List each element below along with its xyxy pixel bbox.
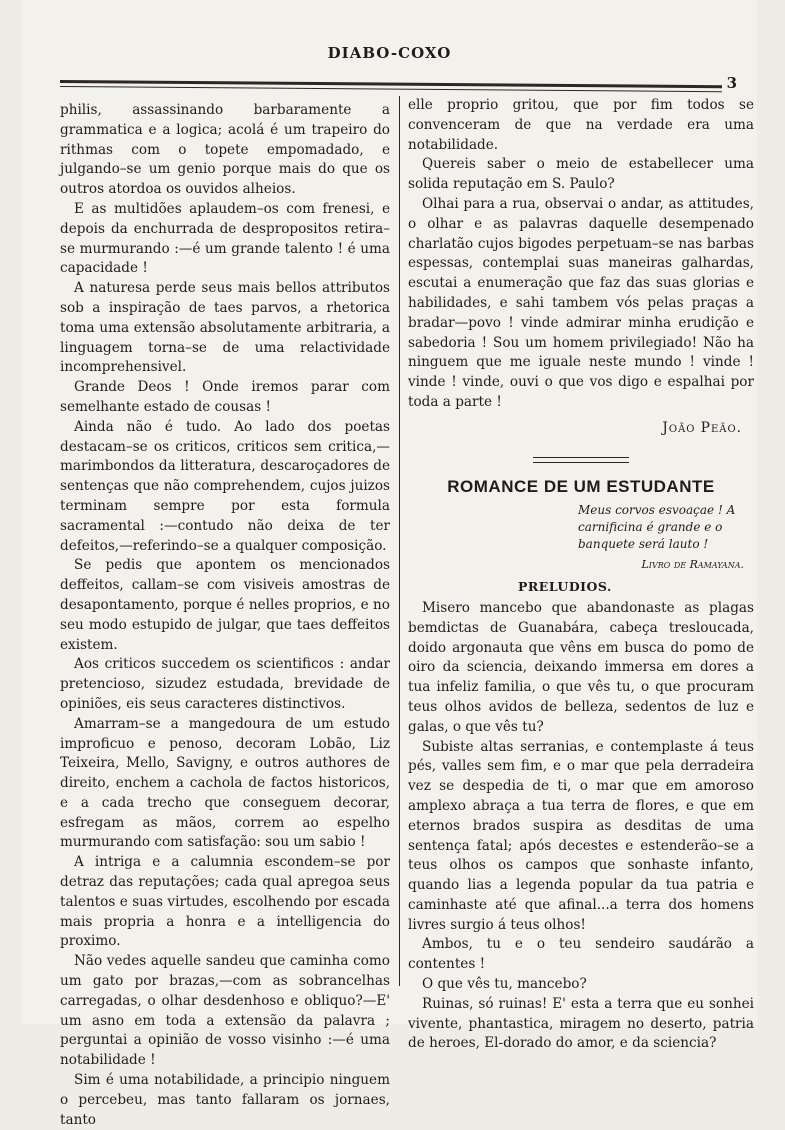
author-signature: João Peão. — [662, 419, 742, 436]
epigraph-source: Livro de Ramayana. — [641, 558, 744, 572]
paragraph: A intriga e a calumnia escondem–se por detraz das reputações; cada qual apregoa seus talentos e suas virtudes, escolhendo por escada mais propria a honra e a intelligencia do proximo. — [60, 854, 390, 950]
paragraph: philis, assassinando barbaramente a grammatica e a logica; acolá é um trapeiro do rithmas com o topete empomadado, e julgando–se um genio porque mais do que os outros atordoa os ouvidos alheios. — [60, 102, 390, 198]
paragraph: Misero mancebo que abandonaste as plagas bemdictas de Guanabára, cabeça tresloucada, doido argonauta que vêns em busca do pomo de oiro da sciencia, deixando immersa em dores a tua infeliz familia, o que vês tu, o que procuram teus olhos avidos de belleza, sedentos de luz e galas, o que vês tu? — [408, 599, 754, 735]
paragraph: Não vedes aquelle sandeu que caminha como um gato por brazas,—com as sobrancelhas carregadas, o olhar desdenhoso e obliquo?—E' um asno em toda a extensão da palavra ; perguntai a opinião de vosso visinho :—é uma notabilidade ! — [60, 953, 390, 1069]
paragraph: O que vês tu, mancebo? — [422, 976, 587, 993]
paragraph: Grande Deos ! Onde iremos parar com semelhante estado de cousas ! — [60, 379, 390, 415]
paragraph: Ainda não é tudo. Ao lado dos poetas destacam–se os criticos, criticos sem critica,—marimbondos da litteratura, descaroçadores de sentenças que não comprehendem, cujos juizos terminam sempre por esta formula sacramental :—contudo não deixa de ter defeitos,—referindo–se a qualquer composição. — [60, 418, 390, 554]
left-column — [60, 101, 390, 1130]
paragraph: Aos criticos succedem os scientificos : andar pretencioso, sizudez estudada, brevidade de opiniões, eis seus caracteres distinctivos. — [60, 656, 390, 712]
section-separator — [533, 457, 629, 463]
article-subheading: PRELUDIOS. — [518, 579, 612, 595]
paragraph: Amarram–se a mangedoura de um estudo improficuo e penoso, decoram Lobão, Liz Teixeira, Mello, Savigny, e outros authores de direito, enchem a cachola de factos historicos, e a cada trecho que conseguem decorar, esfregam as mãos, correm ao espelho murmurando com satisfação: sou um sabio ! — [60, 715, 390, 851]
article-title: ROMANCE DE UM ESTUDANTE — [447, 476, 715, 496]
paragraph: Se pedis que apontem os mencionados deffeitos, callam–se com visiveis amostras de desapontamento, porque é nelles proprios, e no seu modo estupido de julgar, que taes deffeitos existem. — [60, 557, 390, 653]
right-column — [408, 96, 754, 1054]
paragraph: A naturesa perde seus mais bellos attributos sob a inspiração de taes parvos, a rhetorica toma uma extensão absolutamente arbitraria, a linguagem torna–se de uma relactividade incomprehensivel. — [60, 280, 390, 376]
paragraph: E as multidões aplaudem–os com frenesi, e depois da enchurrada de despropositos retira–se murmurando :—é um grande talento ! é uma capacidade ! — [60, 200, 390, 277]
column-divider — [399, 96, 400, 986]
paragraph: elle proprio gritou, que por fim todos se convenceram de que na verdade era uma notabilidade. — [408, 97, 754, 153]
page-number: 3 — [726, 74, 737, 92]
paragraph: Ambos, tu e o teu sendeiro saudárão a contentes ! — [408, 936, 754, 973]
paragraph: Subiste altas serranias, e contemplaste á teus pés, valles sem fim, e o mar que pela derradeira vez se despedia de ti, o mar que em amoroso amplexo abraça a tua terra de flores, e que em eternos brados suspira as desditas de uma sentença fatal; após decestes e estenderão–se a teus olhos os campos que sonhaste infanto, quando lias a legenda popular da tua patria e caminhaste até que afinal...a terra dos homens livres surgio á teus olhos! — [408, 738, 754, 933]
running-header: DIABO-COXO — [327, 44, 452, 62]
paragraph: Quereis saber o meio de estabellecer uma solida reputação em S. Paulo? — [408, 156, 754, 193]
epigraph: Meus corvos esvoaçae ! A carnificina é grande e o banquete será lauto ! — [578, 503, 736, 552]
paragraph: Ruinas, só ruinas! E' esta a terra que eu sonhei vivente, phantastica, miragem no deserto, patria de heroes, El-dorado do amor, e da sciencia? — [408, 995, 754, 1052]
newspaper-page — [22, 0, 757, 1128]
paragraph: Olhai para a rua, observai o andar, as attitudes, o olhar e as palavras daquelle desempenado charlatão cujos bigodes perpetuam–se nas barbas espessas, contemplai suas maneiras galhardas, escutai a enumeração que faz das suas glorias e habilidades, e sahi tambem vós pelas praças a bradar—povo ! vinde admirar minha erudição e sabedoria ! Sou um homem privilegiado! Não ha ninguem que me iguale neste mundo ! vinde ! vinde ! vinde, ouvi o que vos digo e espalhai por toda a parte ! — [408, 195, 754, 410]
paragraph: Sim é uma notabilidade, a principio ninguem o percebeu, mas tanto fallaram os jornaes, tanto — [60, 1072, 390, 1128]
